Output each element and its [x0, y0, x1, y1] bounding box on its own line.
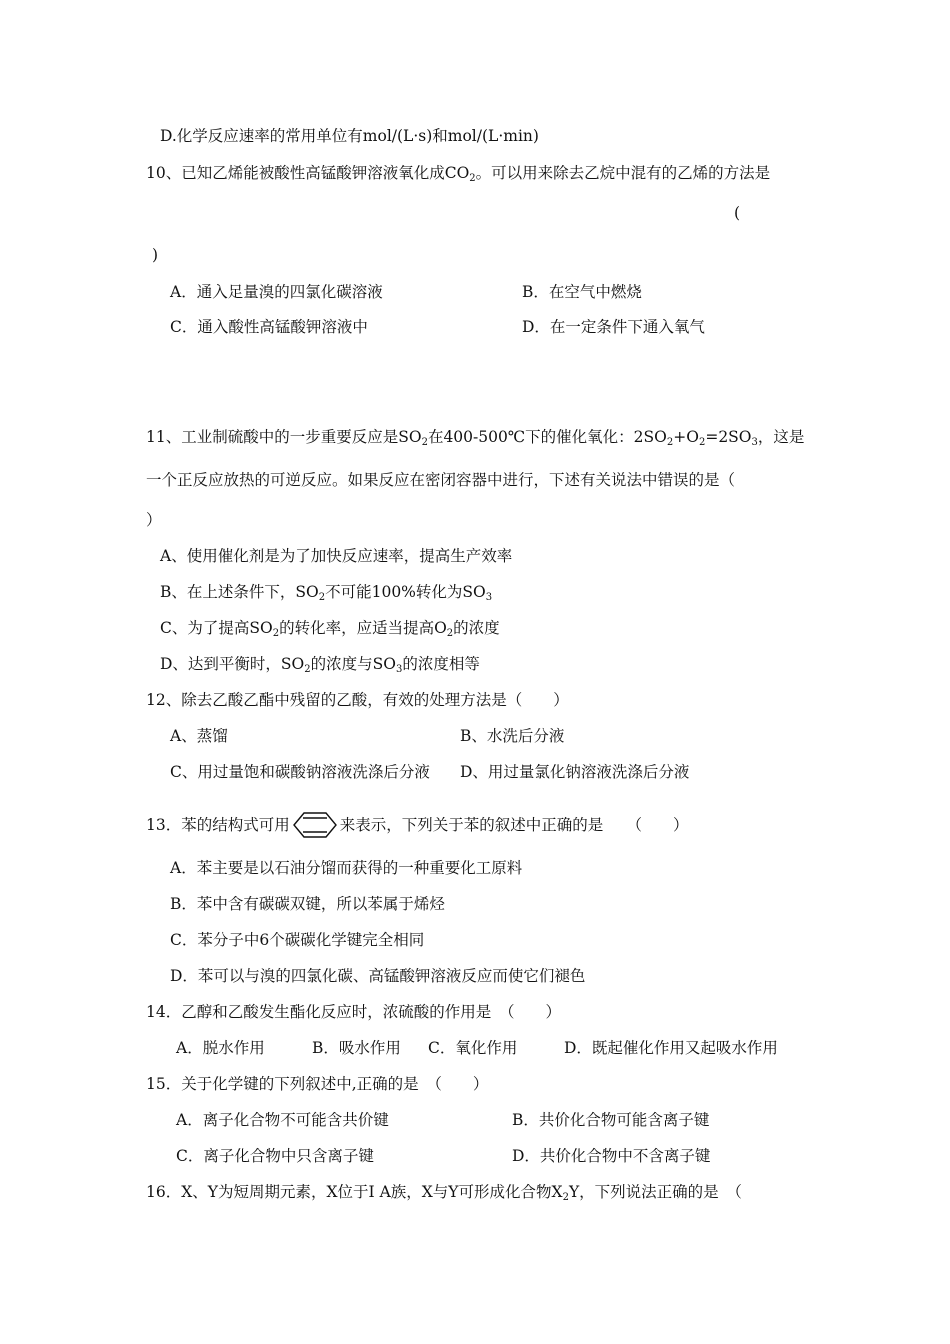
q15-option-a: A．离子化合物不可能含共价键 [176, 1111, 389, 1129]
q15-option-c: C．离子化合物中只含离子键 [176, 1147, 374, 1165]
q12-option-a: A、蒸馏 [170, 727, 228, 745]
q10-paren-open: ( [734, 204, 741, 222]
q14-option-c: C．氧化作用 [428, 1039, 518, 1057]
q11-option-d: D、达到平衡时，$SO_2$的浓度与$SO_3$的浓度相等 [160, 655, 480, 675]
q13-stem: 13．苯的结构式可用 来表示，下列关于苯的叙述中正确的是 （ ） [146, 811, 689, 844]
q13-option-b: B．苯中含有碳碳双键，所以苯属于烯烃 [170, 895, 445, 913]
q10-option-a: A．通入足量溴的四氯化碳溶液 [170, 283, 383, 301]
benzene-ring-icon [291, 811, 339, 844]
q15-stem: 15．关于化学键的下列叙述中,正确的是 （ ） [146, 1075, 489, 1093]
q10-option-c: C．通入酸性高锰酸钾溶液中 [170, 318, 368, 336]
q11-option-c: C、为了提高$SO_2$的转化率，应适当提高$O_2$的浓度 [160, 619, 500, 639]
q12-option-c: C、用过量饱和碳酸钠溶液洗涤后分液 [170, 763, 430, 781]
q11-option-a: A、使用催化剂是为了加快反应速率，提高生产效率 [160, 547, 513, 565]
q11-stem-line3: ） [146, 511, 162, 529]
q13-option-a: A．苯主要是以石油分馏而获得的一种重要化工原料 [170, 859, 523, 877]
q14-stem: 14．乙醇和乙酸发生酯化反应时，浓硫酸的作用是 （ ） [146, 1003, 561, 1021]
q12-option-d: D、用过量氯化钠溶液洗涤后分液 [460, 763, 690, 781]
q14-option-b: B．吸水作用 [312, 1039, 401, 1057]
q13-option-d: D．苯可以与溴的四氯化碳、高锰酸钾溶液反应而使它们褪色 [170, 967, 586, 985]
q11-stem-line2: 一个正反应放热的可逆反应。如果反应在密闭容器中进行，下述有关说法中错误的是（ [146, 471, 736, 489]
q15-option-b: B．共价化合物可能含离子键 [512, 1111, 710, 1129]
q10-option-b: B．在空气中燃烧 [522, 283, 642, 301]
q12-option-b: B、水洗后分液 [460, 727, 565, 745]
q10-option-d: D．在一定条件下通入氧气 [522, 318, 705, 336]
q11-stem-line1: 11、工业制硫酸中的一步重要反应是$SO_2$在400-500℃下的催化氧化：$2SO_2+O_2=2SO_3$，这是 [146, 428, 805, 448]
q12-stem: 12、除去乙酸乙酯中残留的乙酸，有效的处理方法是（ ） [146, 691, 569, 709]
q10-stem: 10、已知乙烯能被酸性高锰酸钾溶液氧化成$CO_2$。可以用来除去乙烷中混有的乙烯的方法是 [146, 164, 771, 184]
q13-option-c: C．苯分子中6个碳碳化学键完全相同 [170, 931, 425, 949]
q9-option-d: D.化学反应速率的常用单位有mol/(L·s)和mol/(L·min) [160, 127, 539, 145]
q14-option-a: A．脱水作用 [176, 1039, 265, 1057]
q11-option-b: B、在上述条件下，$SO_2$不可能100%转化为$SO_3$ [160, 583, 493, 603]
q14-option-d: D．既起催化作用又起吸水作用 [564, 1039, 778, 1057]
q15-option-d: D．共价化合物中不含离子键 [512, 1147, 711, 1165]
q10-paren-close: ) [152, 246, 159, 264]
q16-stem: 16．X、Y为短周期元素，X位于I A族，X与Y可形成化合物$X_2Y$，下列说法正确的是 （ [146, 1183, 742, 1203]
